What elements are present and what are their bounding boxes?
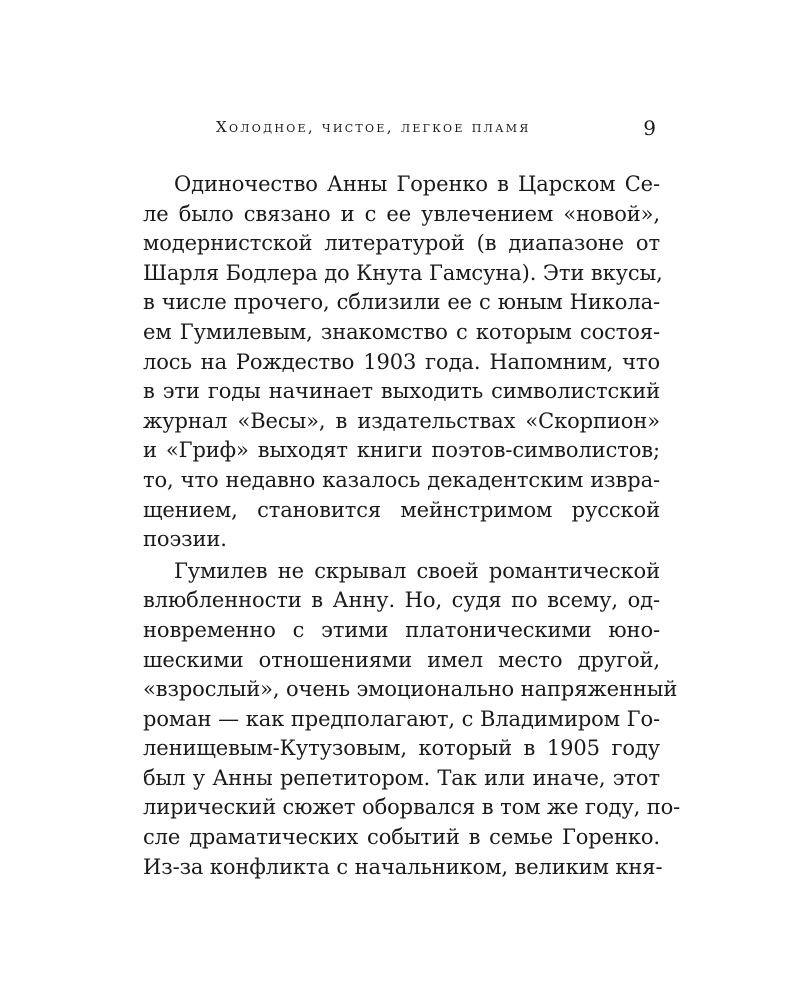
- text-line: Гумилев не скрывал своей романтической: [174, 558, 660, 583]
- text-line: ленищевым-Кутузовым, который в 1905 году: [143, 736, 660, 761]
- text-line: журнал «Весы», в издательствах «Скорпион»: [143, 408, 660, 433]
- text-line: модернистской литературой (в диапазоне от: [143, 231, 660, 256]
- text-line: «взрослый», очень эмоционально напряженный: [143, 677, 678, 702]
- text-line: новременно с этими платоническими юно-: [143, 617, 660, 642]
- text-line: и «Гриф» выходят книги поэтов-символистов;: [143, 438, 660, 463]
- page-number: 9: [643, 116, 656, 140]
- text-line: сле драматических событий в семье Горенко.: [143, 825, 660, 850]
- text-line: в эти годы начинает выходить символистский: [143, 379, 660, 404]
- text-line: Шарля Бодлера до Кнута Гамсуна). Эти вкусы,: [143, 260, 663, 285]
- text-line: был у Анны репетитором. Так или иначе, этот: [143, 765, 660, 790]
- text-line: Одиночество Анны Горенко в Царском Се-: [174, 172, 660, 196]
- paragraph-2: [143, 557, 681, 883]
- text-line: то, что недавно казалось декадентским извра-: [143, 467, 660, 492]
- text-line: поэзии.: [143, 527, 227, 552]
- text-line: лирический сюжет оборвался в том же году, по-: [143, 795, 681, 820]
- paragraph-1: [143, 170, 663, 555]
- text-line: ем Гумилевым, знакомство с которым состоя-: [143, 319, 660, 344]
- text-line: лось на Рождество 1903 года. Напомним, что: [143, 349, 660, 374]
- text-line: Из-за конфликта с начальником, великим кня-: [143, 854, 663, 879]
- running-title: Холодное, чистое, легкое пламя: [216, 118, 531, 136]
- text-line: роман — как предполагают, с Владимиром Го-: [143, 706, 660, 731]
- text-line: влюбленности в Анну. Но, судя по всему, од-: [143, 588, 660, 613]
- text-line: шескими отношениями имел место другой,: [143, 647, 660, 672]
- text-line: ле было связано и с ее увлечением «новой»,: [143, 201, 660, 226]
- text-line: щением, становится мейнстримом русской: [143, 497, 660, 522]
- text-line: в числе прочего, сблизили ее с юным Никола-: [143, 290, 660, 315]
- body-text: [143, 170, 681, 882]
- running-head: [143, 118, 660, 144]
